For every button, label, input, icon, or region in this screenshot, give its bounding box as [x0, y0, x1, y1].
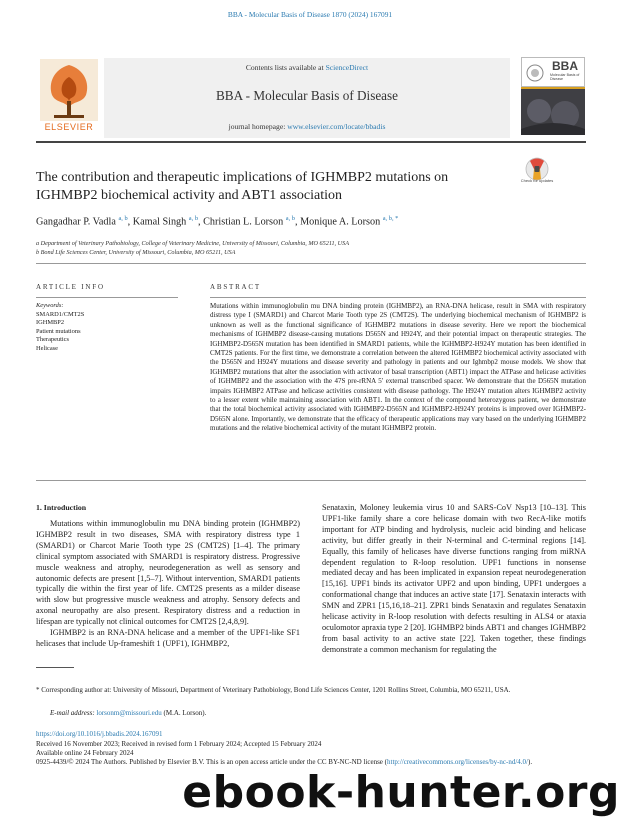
- keyword-item: Helicase: [36, 344, 58, 352]
- email-line: [50, 709, 206, 717]
- journal-homepage-link[interactable]: www.elsevier.com/locate/bbadis: [287, 122, 386, 131]
- cover-title-area: [521, 57, 585, 87]
- header-divider: [36, 141, 586, 143]
- journal-citation-link[interactable]: BBA - Molecular Basis of Disease 1870 (2024) 167091: [227, 10, 393, 19]
- abstract-divider: [210, 297, 586, 298]
- affiliation-b: b Bond Life Sciences Center, University of Missouri, Columbia, MO 65211, USA: [36, 249, 236, 256]
- contents-line: [104, 63, 510, 72]
- author-affiliation-marks[interactable]: a, b: [118, 215, 128, 222]
- introduction-heading: 1. Introduction: [36, 503, 87, 512]
- homepage-prefix: journal homepage:: [228, 122, 286, 131]
- keyword-list: [36, 311, 84, 353]
- cover-title: BBA: [552, 59, 578, 73]
- keywords-label: Keywords:: [36, 302, 64, 309]
- keyword-item: Patient mutations: [36, 327, 81, 335]
- author-affiliation-marks[interactable]: a, b: [188, 215, 199, 222]
- keyword-item: IGHMBP2: [36, 319, 65, 327]
- abstract-heading: ABSTRACT: [210, 283, 261, 291]
- sciencedirect-link[interactable]: ScienceDirect: [325, 63, 369, 72]
- section-divider: [36, 480, 586, 481]
- received-dates: Received 16 November 2023; Received in revised form 1 February 2024; Accepted 15 February 2024: [36, 740, 322, 748]
- watermark-text: ebook-hunter.org: [182, 767, 620, 818]
- corresponding-author-note: * Corresponding author at: University of Missouri, Department of Veterinary Pathobiology, Bond Life Sciences Center, 1201 Rollins Street, Columbia, MO 65211, USA.: [36, 686, 511, 694]
- homepage-line: [104, 122, 510, 131]
- footnote-rule: [36, 667, 74, 668]
- email-suffix: (M.A. Lorson).: [163, 709, 207, 717]
- contents-prefix: Contents lists available at: [245, 63, 324, 72]
- author-name[interactable]: Kamal Singh: [132, 216, 187, 228]
- cover-artwork: [521, 89, 585, 135]
- abstract-text: Mutations within immunoglobulin mu DNA binding protein (IGHMBP2), an RNA-DNA helicase, result in SMA with respiratory distress type I (SMARD1) and Charcot Marie Tooth type 2S (CMT2S). The underlying biochemical mechanism of IGHMBP2 is unknown as well as the functional significance of IGHMBP2 mutations in disease severity. Here we report the biochemical mechanisms of IGHMBP2 disease-causing mutations D565N and H924Y, and their potential impact on therapeutic strategies. The IGHMBP2-D565N mutation has been identified in SMARD1 patients, while the IGHMBP2-H924Y mutation has been identified in CMT2S patients. For the first time, we demonstrate a correlation between the altered IGHMBP2 biochemical activity associated with the D565N and H924Y mutations and disease severity and pathology in patients and our Ighmbp2 mouse models. We show that IGHMBP2 mutations that alter the association with activator of basal transcription (ABT1) impact the ATPase and helicase activities of IGHMBP2 and the association with the 47S pre-rRNA 5′ external transcribed spacer. We demonstrate that the D565N mutation impairs IGHMBP2 ATPase and helicase activities consistent with disease pathology. The H924Y mutation alters IGHMBP2 activity to a lesser extent while maintaining association with ABT1. In the context of the compound heterozygous patient, we demonstrate that the total biochemical activity associated with IGHMBP2-D565N and IGHMBP2-H924Y proteins is improved over IGHMBP2-D565N alone. Importantly, we demonstrate that the efficacy of therapeutic applications may vary based on the underlying IGHMBP2 mutations and the relative biochemical activity of the mutant IGHMBP2 protein.: [210, 302, 586, 433]
- author-affiliation-marks[interactable]: a, b, *: [382, 215, 399, 222]
- author-name[interactable]: Gangadhar P. Vadla: [36, 216, 116, 228]
- elsevier-wordmark: ELSEVIER: [44, 122, 94, 132]
- doi-link[interactable]: https://doi.org/10.1016/j.bbadis.2024.167091: [36, 730, 163, 738]
- author-name[interactable]: Monique A. Lorson: [300, 216, 381, 228]
- online-date: Available online 24 February 2024: [36, 749, 134, 757]
- license-suffix: ).: [528, 758, 533, 766]
- author-affiliation-marks[interactable]: a, b: [285, 215, 295, 222]
- article-info-heading: ARTICLE INFO: [36, 283, 105, 291]
- body-column-right: [322, 503, 586, 656]
- keyword-item: SMARD1/CMT2S: [36, 311, 85, 318]
- paper-title: The contribution and therapeutic implications of IGHMBP2 mutations on IGHMBP2 biochemical activity and ABT1 association: [36, 170, 449, 203]
- elsevier-tree-icon: [36, 57, 102, 123]
- body-column-left: [36, 519, 300, 650]
- journal-cover-thumbnail: [521, 57, 585, 135]
- cover-emblem-icon: [525, 62, 545, 84]
- crossmark-label[interactable]: Check for updates: [520, 178, 554, 183]
- article-info-divider: [36, 297, 178, 298]
- author-name[interactable]: Christian L. Lorson: [203, 216, 284, 228]
- body-paragraph: Mutations within immunoglobulin mu DNA binding protein (IGHMBP2) IGHMBP2 result in two diseases, SMA with respiratory distress type 1 (SMARD1) or Charcot Marie Tooth type 2S (CMT2S) [1–4]. The primary clinical symptom associated with SMARD1 is respiratory distress. Progressive muscle weakness and atrophy, neurodegeneration as well as sensory and autonomic defects are present [1,5–7]. Without intervention, SMARD1 patients typically die within the first year of life. CMT2S presents as a milder disease with slow but progressive muscle weakness and atrophy. Sensory defects and axonal neuropathy are also present. Respiratory distress and a reduction in lifespan are typically not clinical outcomes for CMT2S [2,4,8,9].: [36, 519, 300, 627]
- email-link[interactable]: lorsonm@missouri.edu: [96, 709, 162, 717]
- body-paragraph: Senataxin, Moloney leukemia virus 10 and SARS-CoV Nsp13 [10–13]. This UPF1-like family share a core helicase domain with two RecA-like motifs important for ATP binding and hydrolysis, nucleic acid binding and helicase activity, but differ greatly in their N-terminal and C-terminal regions [14]. Equally, this family of helicases have diverse functions ranging from miRNA dependent regulation to R-loop resolution. UPF1 functions in nonsense mediated decay and has been implicated in expansion repeat neurodegeneration [15,16]. UPF1 binds its activator UPF2 and upon binding, UPF1 undergoes a conformational change that induces an active state [17]. Senataxin interacts with SMN and ZPR1 [15,16,18–21]. ZPR1 binds Senataxin and regulates Senataxin helicase activity in R-loop resolution with defects resulting in ALS4 or ataxia oculomotor apraxia type 2 [20]. IGHMBP2 binds ABT1 and changes IGHMBP2 from basal activity to an active state [22]. Taken together, these findings demonstrate a common mechanism for regulating the: [322, 503, 587, 654]
- section-divider: [36, 263, 586, 264]
- cover-subtitle: Molecular Basis of Disease: [550, 73, 580, 81]
- keyword-item: Therapeutics: [36, 336, 70, 344]
- email-label: E-mail address:: [50, 709, 95, 717]
- affiliation-a: a Department of Veterinary Pathobiology, College of Veterinary Medicine, University of Missouri, Columbia, MO 65211, USA: [36, 240, 349, 247]
- license-prefix: 0925-4439/© 2024 The Authors. Published by Elsevier B.V. This is an open access article under the CC BY-NC-ND license (: [36, 758, 387, 766]
- author-list: Gangadhar P. Vadla $^{a, b}$, Kamal Singh $^{a, b}$, Christian L. Lorson $^{a, b}$, Monique A. Lorson $^{a, b, *}$: [36, 215, 399, 228]
- body-paragraph: IGHMBP2 is an RNA-DNA helicase and a member of the UPF1-like SF1 helicases that include Up-frameshift 1 (UPF1), IGHMBP2,: [36, 628, 300, 648]
- journal-title: BBA - Molecular Basis of Disease: [215, 88, 399, 103]
- license-link[interactable]: http://creativecommons.org/licenses/by-nc-nd/4.0/: [387, 758, 529, 766]
